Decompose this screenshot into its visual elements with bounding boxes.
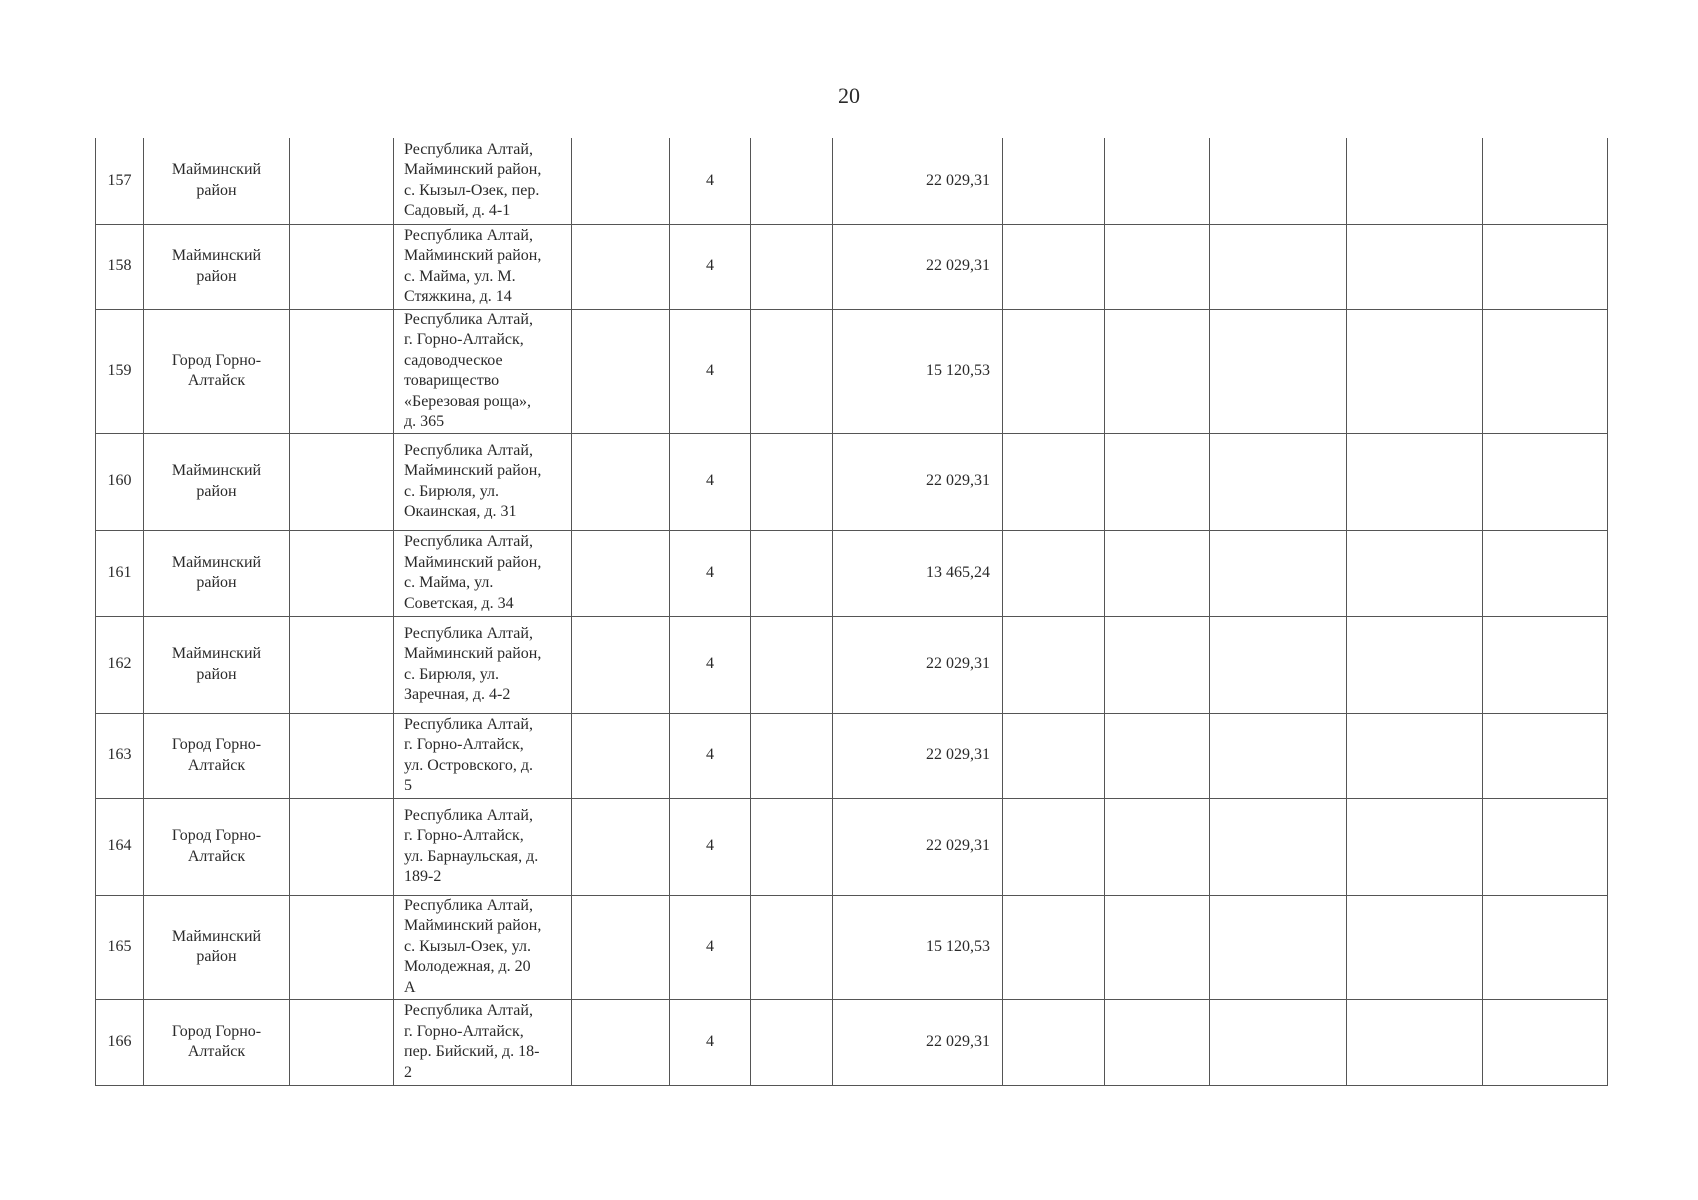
address-line: Майминский район, — [404, 161, 542, 179]
address-line: Республика Алтай, — [404, 226, 533, 244]
address-line: товарищество — [404, 372, 500, 389]
amount-value: 15 120,53 — [926, 361, 990, 379]
address-line: с. Кызыл-Озек, ул. — [404, 937, 531, 955]
address-cell — [394, 798, 572, 895]
table-row — [96, 433, 1608, 530]
district-cell — [144, 999, 290, 1085]
address-line: 189-2 — [404, 868, 442, 885]
address-cell — [394, 138, 572, 224]
empty-cell — [751, 433, 833, 530]
empty-cell — [1483, 999, 1608, 1085]
address-line: Республика Алтай, — [404, 715, 533, 733]
empty-cell — [1347, 999, 1483, 1085]
row-number-cell — [96, 895, 144, 999]
quantity-cell — [670, 433, 751, 530]
empty-cell — [1483, 616, 1608, 713]
address-line: с. Кызыл-Озек, пер. — [404, 181, 540, 199]
empty-cell — [1105, 713, 1210, 798]
empty-cell — [751, 138, 833, 224]
amount-cell — [833, 433, 1003, 530]
quantity-value: 4 — [706, 1032, 714, 1050]
empty-cell — [1347, 895, 1483, 999]
address-line: Республика Алтай, — [404, 1002, 533, 1019]
empty-cell — [1105, 224, 1210, 309]
district-cell — [144, 798, 290, 895]
address-cell — [394, 224, 572, 309]
amount-value: 22 029,31 — [926, 472, 990, 490]
empty-cell — [751, 309, 833, 433]
row-number: 161 — [107, 563, 132, 581]
empty-cell — [1483, 138, 1608, 224]
row-number: 163 — [107, 746, 132, 764]
table-row — [96, 713, 1608, 798]
address-line: Майминский район, — [404, 462, 542, 479]
address-line: Республика Алтай, — [404, 533, 533, 550]
address-cell — [394, 530, 572, 616]
empty-cell — [1105, 138, 1210, 224]
amount-cell — [833, 530, 1003, 616]
empty-cell — [1210, 713, 1347, 798]
empty-cell — [1003, 433, 1105, 530]
empty-cell — [1347, 530, 1483, 616]
empty-cell — [1003, 713, 1105, 798]
row-number-cell — [96, 433, 144, 530]
quantity-value: 4 — [706, 937, 714, 955]
address-cell — [394, 616, 572, 713]
empty-cell — [1210, 895, 1347, 999]
empty-cell — [1210, 999, 1347, 1085]
address-line: Майминский район, — [404, 917, 542, 935]
empty-cell — [1003, 224, 1105, 309]
address-line: Республика Алтай, — [404, 310, 533, 328]
empty-cell — [1347, 309, 1483, 433]
quantity-cell — [670, 309, 751, 433]
address-cell — [394, 895, 572, 999]
address-line: Республика Алтай, — [404, 624, 533, 642]
row-number: 166 — [107, 1032, 132, 1050]
row-number-cell — [96, 530, 144, 616]
empty-cell — [572, 713, 670, 798]
amount-cell — [833, 798, 1003, 895]
district-line: Майминский — [171, 161, 262, 179]
district-line: район — [196, 181, 237, 199]
address-line: с. Майма, ул. — [404, 574, 494, 591]
district-line: Майминский — [171, 247, 262, 264]
empty-cell — [1483, 224, 1608, 309]
amount-cell — [833, 309, 1003, 433]
address-line: 2 — [404, 1063, 412, 1081]
table-row — [96, 309, 1608, 433]
empty-cell — [572, 138, 670, 224]
row-number-cell — [96, 224, 144, 309]
address-line: г. Горно-Алтайск, — [404, 331, 524, 348]
quantity-cell — [670, 224, 751, 309]
quantity-value: 4 — [706, 746, 714, 764]
row-number-cell — [96, 798, 144, 895]
district-cell — [144, 895, 290, 999]
table-row — [96, 616, 1608, 713]
district-line: район — [196, 948, 237, 965]
empty-cell — [1483, 895, 1608, 999]
row-number: 162 — [107, 655, 132, 673]
row-number-cell — [96, 713, 144, 798]
table-row — [96, 530, 1608, 616]
amount-cell — [833, 713, 1003, 798]
address-line: пер. Бийский, д. 18- — [404, 1043, 540, 1060]
empty-cell — [572, 798, 670, 895]
table-row — [96, 224, 1608, 309]
empty-cell — [1347, 224, 1483, 309]
empty-cell — [1003, 999, 1105, 1085]
empty-cell — [1105, 616, 1210, 713]
address-line: «Березовая роща», — [404, 392, 532, 410]
row-number: 160 — [107, 472, 132, 490]
address-line: ул. Барнаульская, д. — [404, 847, 539, 865]
address-line: Майминский район, — [404, 247, 542, 264]
district-line: район — [196, 665, 237, 683]
address-line: садоводческое — [404, 351, 503, 369]
address-line: Советская, д. 34 — [404, 594, 514, 612]
address-cell — [394, 309, 572, 433]
empty-cell — [1003, 530, 1105, 616]
district-cell — [144, 713, 290, 798]
empty-cell — [290, 895, 394, 999]
quantity-value: 4 — [706, 563, 714, 581]
address-line: А — [404, 978, 416, 996]
amount-value: 22 029,31 — [926, 837, 990, 855]
district-line: Майминский — [171, 553, 262, 571]
empty-cell — [1347, 433, 1483, 530]
address-line: Республика Алтай, — [404, 441, 533, 459]
empty-cell — [572, 309, 670, 433]
district-line: район — [196, 482, 237, 500]
empty-cell — [1003, 138, 1105, 224]
empty-cell — [1105, 798, 1210, 895]
empty-cell — [751, 999, 833, 1085]
empty-cell — [1105, 895, 1210, 999]
empty-cell — [290, 433, 394, 530]
address-line: 5 — [404, 777, 412, 794]
empty-cell — [1347, 138, 1483, 224]
district-line: Алтайск — [187, 847, 246, 865]
quantity-cell — [670, 999, 751, 1085]
empty-cell — [572, 999, 670, 1085]
empty-cell — [1347, 616, 1483, 713]
empty-cell — [1483, 530, 1608, 616]
empty-cell — [1210, 616, 1347, 713]
quantity-cell — [670, 713, 751, 798]
empty-cell — [572, 433, 670, 530]
address-line: г. Горно-Алтайск, — [404, 1022, 524, 1040]
district-line: Майминский — [171, 462, 262, 479]
row-number: 157 — [107, 171, 132, 189]
empty-cell — [1003, 309, 1105, 433]
quantity-value: 4 — [706, 837, 714, 855]
address-line: Садовый, д. 4-1 — [404, 202, 511, 220]
row-number: 158 — [107, 257, 132, 275]
address-line: с. Майма, ул. М. — [404, 267, 516, 285]
district-line: Алтайск — [187, 372, 246, 389]
empty-cell — [1210, 224, 1347, 309]
registry-table — [95, 138, 1608, 1086]
empty-cell — [1003, 895, 1105, 999]
amount-value: 22 029,31 — [926, 257, 990, 275]
empty-cell — [1483, 713, 1608, 798]
empty-cell — [572, 616, 670, 713]
row-number: 159 — [107, 361, 132, 379]
quantity-value: 4 — [706, 171, 714, 189]
amount-cell — [833, 999, 1003, 1085]
amount-cell — [833, 895, 1003, 999]
address-line: Майминский район, — [404, 553, 542, 571]
empty-cell — [290, 999, 394, 1085]
table-row — [96, 999, 1608, 1085]
amount-value: 22 029,31 — [926, 655, 990, 673]
table-row — [96, 798, 1608, 895]
district-line: Майминский — [171, 645, 262, 662]
quantity-cell — [670, 798, 751, 895]
empty-cell — [290, 138, 394, 224]
district-line: Город Горно- — [171, 827, 262, 844]
empty-cell — [1210, 798, 1347, 895]
district-line: Город Горно- — [171, 351, 262, 369]
empty-cell — [751, 798, 833, 895]
page-number: 20 — [838, 83, 860, 108]
empty-cell — [1483, 798, 1608, 895]
empty-cell — [1003, 616, 1105, 713]
empty-cell — [1347, 713, 1483, 798]
district-line: Город Горно- — [171, 1022, 262, 1040]
empty-cell — [290, 224, 394, 309]
row-number-cell — [96, 999, 144, 1085]
address-line: Окаинская, д. 31 — [404, 503, 517, 520]
empty-cell — [290, 309, 394, 433]
amount-cell — [833, 224, 1003, 309]
empty-cell — [572, 895, 670, 999]
amount-value: 22 029,31 — [926, 171, 990, 189]
quantity-value: 4 — [706, 655, 714, 673]
quantity-cell — [670, 616, 751, 713]
district-cell — [144, 309, 290, 433]
row-number-cell — [96, 616, 144, 713]
district-line: Алтайск — [187, 756, 246, 774]
row-number-cell — [96, 138, 144, 224]
amount-value: 15 120,53 — [926, 937, 990, 955]
empty-cell — [290, 616, 394, 713]
empty-cell — [751, 713, 833, 798]
empty-cell — [1210, 309, 1347, 433]
district-cell — [144, 224, 290, 309]
district-cell — [144, 138, 290, 224]
district-line: Город Горно- — [171, 736, 262, 753]
district-cell — [144, 433, 290, 530]
address-line: г. Горно-Алтайск, — [404, 827, 524, 844]
district-cell — [144, 616, 290, 713]
empty-cell — [751, 895, 833, 999]
address-line: Республика Алтай, — [404, 806, 533, 824]
row-number: 165 — [107, 937, 132, 955]
district-line: район — [196, 267, 237, 285]
address-line: Заречная, д. 4-2 — [404, 686, 511, 703]
address-line: Майминский район, — [404, 645, 542, 662]
empty-cell — [1210, 138, 1347, 224]
empty-cell — [751, 616, 833, 713]
empty-cell — [1105, 309, 1210, 433]
address-line: ул. Островского, д. — [404, 756, 533, 774]
empty-cell — [751, 530, 833, 616]
empty-cell — [572, 224, 670, 309]
table-row — [96, 138, 1608, 224]
district-line: Майминский — [171, 927, 262, 945]
empty-cell — [1210, 530, 1347, 616]
empty-cell — [290, 798, 394, 895]
empty-cell — [751, 224, 833, 309]
empty-cell — [572, 530, 670, 616]
address-line: Стяжкина, д. 14 — [404, 288, 512, 305]
district-line: Алтайск — [187, 1043, 246, 1060]
empty-cell — [1105, 530, 1210, 616]
address-line: Республика Алтай, — [404, 896, 533, 914]
amount-value: 22 029,31 — [926, 1032, 990, 1050]
quantity-value: 4 — [706, 257, 714, 275]
amount-value: 13 465,24 — [926, 563, 990, 581]
empty-cell — [1105, 999, 1210, 1085]
address-cell — [394, 433, 572, 530]
address-cell — [394, 713, 572, 798]
table-row — [96, 895, 1608, 999]
empty-cell — [1347, 798, 1483, 895]
quantity-cell — [670, 530, 751, 616]
empty-cell — [1003, 798, 1105, 895]
row-number: 164 — [107, 837, 132, 855]
empty-cell — [1483, 309, 1608, 433]
table-body — [96, 138, 1608, 1085]
empty-cell — [290, 530, 394, 616]
empty-cell — [1105, 433, 1210, 530]
empty-cell — [1483, 433, 1608, 530]
address-line: д. 365 — [404, 413, 445, 430]
address-cell — [394, 999, 572, 1085]
amount-cell — [833, 138, 1003, 224]
address-line: Республика Алтай, — [404, 140, 533, 158]
address-line: г. Горно-Алтайск, — [404, 736, 524, 753]
quantity-cell — [670, 138, 751, 224]
quantity-value: 4 — [706, 361, 714, 379]
empty-cell — [1210, 433, 1347, 530]
amount-cell — [833, 616, 1003, 713]
district-cell — [144, 530, 290, 616]
amount-value: 22 029,31 — [926, 746, 990, 764]
address-line: с. Бирюля, ул. — [404, 482, 500, 500]
quantity-cell — [670, 895, 751, 999]
district-line: район — [196, 574, 237, 591]
address-line: с. Бирюля, ул. — [404, 665, 500, 683]
quantity-value: 4 — [706, 472, 714, 490]
empty-cell — [290, 713, 394, 798]
address-line: Молодежная, д. 20 — [404, 958, 531, 976]
row-number-cell — [96, 309, 144, 433]
